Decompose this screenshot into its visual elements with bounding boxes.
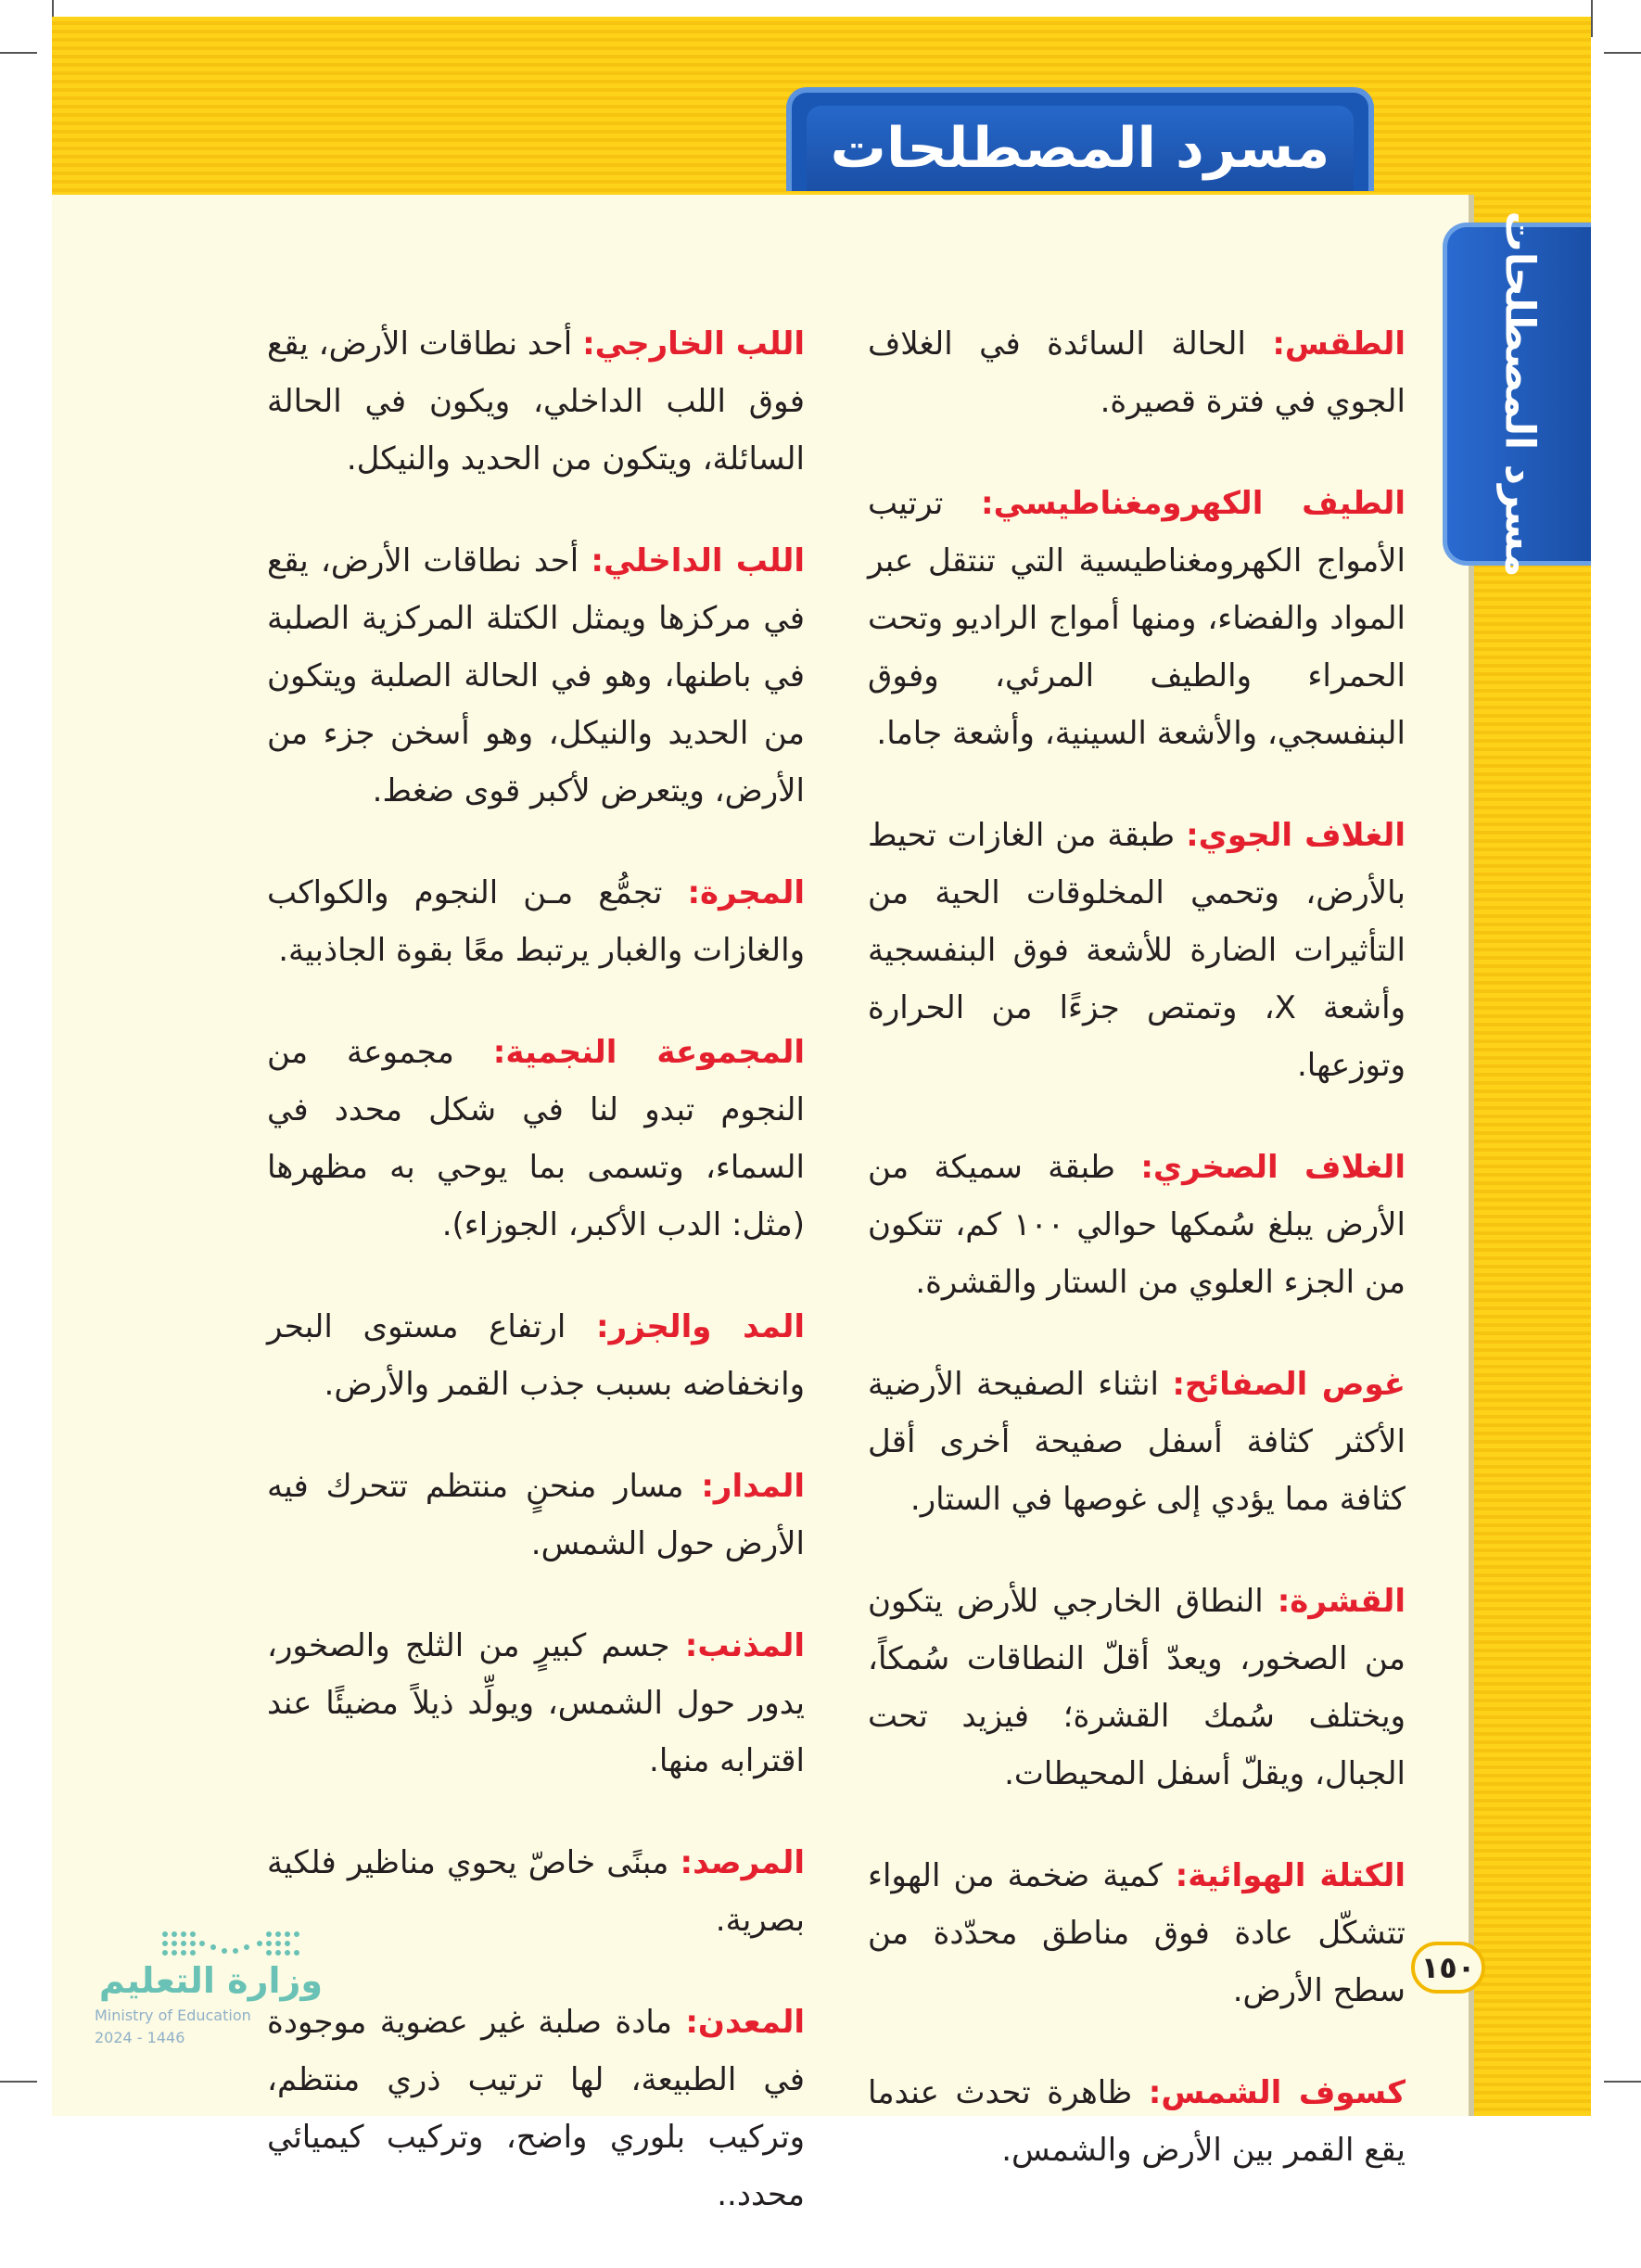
glossary-definition: ترتيب الأمواج الكهرومغناطيسية التي تنتقل عبر المواد والفضاء، ومنها أمواج الراديو وتحت الحمراء والطيف المرئي، وفوق البنفسجي، والأشعة السينية، وأشعة جاما.	[868, 485, 1406, 752]
page-number: ١٥٠	[1411, 1942, 1485, 1994]
glossary-term: المرصد:	[680, 1844, 805, 1881]
page-title: مسرد المصطلحات	[830, 116, 1330, 181]
glossary-entry	[267, 864, 805, 979]
side-tab-label: مسرد المصطلحات	[1495, 210, 1543, 578]
glossary-column-right	[868, 315, 1406, 2223]
glossary-definition: أحد نطاقات الأرض، يقع فوق اللب الداخلي، ويكون في الحالة السائلة، ويتكون من الحديد والنيكل.	[267, 325, 805, 478]
glossary-term: المدار:	[701, 1468, 805, 1505]
glossary-term: اللب الداخلي:	[591, 542, 805, 580]
glossary-entry	[267, 1458, 805, 1573]
ministry-logo	[82, 1927, 341, 2066]
glossary-term: غوص الصفائح:	[1172, 1366, 1406, 1403]
glossary-definition: ظاهرة تحدث عندما يقع القمر بين الأرض والشمس.	[868, 2074, 1406, 2169]
glossary-entry	[868, 315, 1406, 430]
ministry-year: 2024 - 1446	[95, 2029, 185, 2046]
crop-mark	[0, 2081, 37, 2083]
glossary-definition: طبقة من الغازات تحيط بالأرض، وتحمي المخلوقات الحية من التأثيرات الضارة للأشعة فوق البنفسجية وأشعة X، وتمتص جزءًا من الحرارة وتوزعها.	[868, 817, 1406, 1084]
glossary-entry	[267, 315, 805, 488]
glossary-definition: مجموعة من النجوم تبدو لنا في شكل محدد في السماء، وتسمى بما يوحي به مظهرها (مثل: الدب الأكبر، الجوزاء).	[267, 1034, 805, 1243]
glossary-entry	[267, 1834, 805, 1949]
crop-mark	[1604, 52, 1641, 54]
glossary-term: المذنب:	[684, 1627, 805, 1664]
ministry-name-en: Ministry of Education	[95, 2007, 251, 2024]
glossary-entry	[267, 1024, 805, 1254]
glossary-term: الكتلة الهوائية:	[1175, 1857, 1406, 1894]
title-tab-inner	[807, 106, 1354, 191]
ministry-logo-icon	[158, 1927, 306, 1964]
glossary-definition: تجمُّع مـن النجوم والكواكب والغازات والغبار يرتبط معًا بقوة الجاذبية.	[267, 874, 805, 969]
glossary-definition: أحد نطاقات الأرض، يقع في مركزها ويمثل الكتلة المركزية الصلبة في باطنها، وهو في الحالة الصلبة ويتكون من الحديد والنيكل، وهو أسخن جزء من الأرض، ويتعرض لأكبر قوى ضغط.	[267, 542, 805, 809]
glossary-term: اللب الخارجي:	[582, 325, 805, 363]
glossary-entry	[267, 1298, 805, 1413]
glossary-entry	[868, 807, 1406, 1094]
glossary-definition: انثناء الصفيحة الأرضية الأكثر كثافة أسفل صفيحة أخرى أقل كثافة مما يؤدي إلى غوصها في الستار.	[868, 1366, 1406, 1518]
glossary-entry	[868, 1573, 1406, 1803]
crop-mark	[1591, 0, 1593, 37]
glossary-definition: مسار منحنٍ منتظم تتحرك فيه الأرض حول الشمس.	[267, 1468, 805, 1562]
glossary-term: الغلاف الصخري:	[1140, 1149, 1406, 1186]
ministry-name-ar: وزارة التعليم	[98, 1960, 323, 2001]
glossary-entry	[267, 1994, 805, 2223]
side-tab	[1443, 210, 1591, 578]
glossary-definition: النطاق الخارجي للأرض يتكون من الصخور، ويعدّ أقلّ النطاقات سُمكاً، ويختلف سُمك القشرة؛ فيزيد تحت الجبال، ويقلّ أسفل المحيطات.	[868, 1583, 1406, 1792]
glossary-entry	[868, 1139, 1406, 1311]
glossary-term: المجموعة النجمية:	[492, 1034, 805, 1071]
glossary-entry	[267, 532, 805, 820]
glossary-entry	[868, 2064, 1406, 2179]
glossary-definition: الحالة السائدة في الغلاف الجوي في فترة قصيرة.	[868, 325, 1406, 420]
glossary-term: الغلاف الجوي:	[1186, 817, 1406, 854]
title-tab	[786, 87, 1374, 191]
crop-mark	[1604, 2081, 1641, 2083]
glossary-term: المد والجزر:	[596, 1308, 805, 1345]
glossary-term: الطقس:	[1272, 325, 1406, 363]
glossary-entry	[868, 475, 1406, 762]
glossary-definition: جسم كبيرٍ من الثلج والصخور، يدور حول الشمس، ويولِّد ذيلاً مضيئًا عند اقترابه منها.	[267, 1627, 805, 1779]
glossary-column-left	[267, 315, 805, 2268]
glossary-definition: مادة صلبة غير عضوية موجودة في الطبيعة، لها ترتيب ذري منتظم، وتركيب بلوري واضح، وتركيب كيميائي محدد..	[267, 2004, 805, 2213]
glossary-entry	[868, 1847, 1406, 2020]
glossary-entry	[868, 1356, 1406, 1528]
glossary-definition: طبقة سميكة من الأرض يبلغ سُمكها حوالي ١٠٠ كم، تتكون من الجزء العلوي من الستار والقشرة.	[868, 1149, 1406, 1301]
glossary-definition: مبنًى خاصّ يحوي مناظير فلكية بصرية.	[267, 1844, 805, 1939]
glossary-entry	[267, 1617, 805, 1790]
glossary-term: المجرة:	[687, 874, 805, 911]
glossary-term: الطيف الكهرومغناطيسي:	[981, 485, 1406, 522]
glossary-term: المعدن:	[685, 2004, 805, 2041]
crop-mark	[0, 52, 37, 54]
glossary-term: القشرة:	[1277, 1583, 1406, 1620]
glossary-definition: ارتفاع مستوى البحر وانخفاضه بسبب جذب القمر والأرض.	[267, 1308, 805, 1403]
glossary-term: كسوف الشمس:	[1148, 2074, 1406, 2111]
glossary-definition: كمية ضخمة من الهواء تتشكّل عادة فوق مناطق محدّدة من سطح الأرض.	[868, 1857, 1406, 2009]
